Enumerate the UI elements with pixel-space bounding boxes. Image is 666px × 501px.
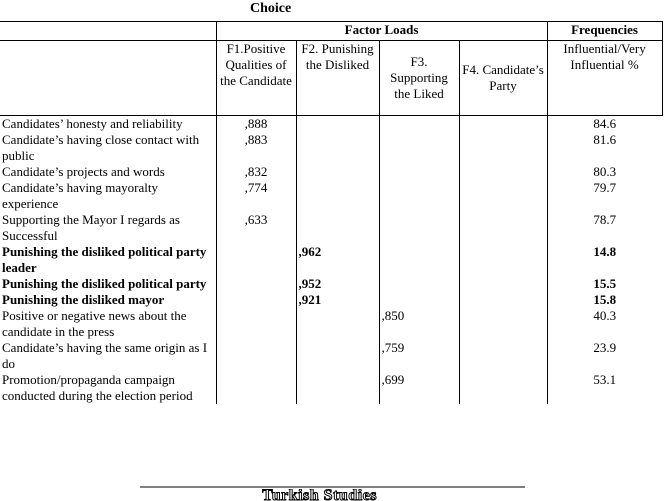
header-f4: F4. Candidate’s Party <box>459 41 547 116</box>
row-label: Candidate’s projects and words <box>0 164 216 180</box>
header-f2: F2. Punishing the Disliked <box>296 41 379 116</box>
row-f1-load <box>216 276 296 292</box>
row-f4-load <box>459 372 547 404</box>
row-f3-load <box>379 116 459 133</box>
table-row <box>0 212 662 244</box>
header-f3: F3. Supporting the Liked <box>379 41 459 116</box>
header-blank-sub <box>0 41 216 116</box>
row-f3-load: ,699 <box>379 372 459 404</box>
row-f1-load <box>216 340 296 372</box>
row-frequency: 84.6 <box>593 116 617 131</box>
footer-rule <box>140 486 525 488</box>
header-sub-row <box>0 41 662 116</box>
row-f2-load <box>296 164 379 180</box>
header-freq: Influential/Very Influential % <box>547 41 662 116</box>
table-row <box>0 244 662 276</box>
row-f3-load <box>379 276 459 292</box>
row-f4-load <box>459 292 547 308</box>
row-frequency: 15.5 <box>593 276 617 291</box>
row-f3-load: ,759 <box>379 340 459 372</box>
table-row <box>0 164 662 180</box>
row-f3-load: ,850 <box>379 308 459 340</box>
row-label: Punishing the disliked political party <box>0 276 216 292</box>
row-label: Supporting the Mayor I regards as Successful <box>0 212 216 244</box>
row-f4-load <box>459 340 547 372</box>
row-f3-load <box>379 164 459 180</box>
row-frequency: 78.7 <box>593 212 617 227</box>
row-frequency: 14.8 <box>593 244 617 259</box>
table-row <box>0 292 662 308</box>
row-label: Promotion/propaganda campaign conducted during the election period <box>0 372 216 404</box>
table-row <box>0 340 662 372</box>
header-f1: F1.Positive Qualities of the Candidate <box>216 41 296 116</box>
row-f2-load: ,921 <box>296 292 379 308</box>
row-f2-load <box>296 116 379 133</box>
row-frequency: 23.9 <box>593 340 617 355</box>
row-f2-load <box>296 340 379 372</box>
row-f3-load <box>379 292 459 308</box>
header-blank <box>0 22 216 41</box>
row-f1-load: ,883 <box>216 132 296 164</box>
row-f2-load: ,952 <box>296 276 379 292</box>
row-f1-load: ,888 <box>216 116 296 133</box>
row-f2-load: ,962 <box>296 244 379 276</box>
header-factor-loads: Factor Loads <box>216 22 547 41</box>
row-label: Candidate’s having close contact with public <box>0 132 216 164</box>
table-row <box>0 116 662 133</box>
row-frequency: 15.8 <box>593 292 617 307</box>
row-f3-load <box>379 244 459 276</box>
row-label: Candidate’s having the same origin as I do <box>0 340 216 372</box>
row-frequency: 40.3 <box>593 308 617 323</box>
journal-title: Turkish Studies <box>262 489 377 501</box>
row-frequency: 53.1 <box>593 372 617 387</box>
row-f3-load <box>379 132 459 164</box>
row-frequency: 80.3 <box>593 164 617 179</box>
row-f4-load <box>459 212 547 244</box>
row-f2-load <box>296 372 379 404</box>
row-f2-load <box>296 180 379 212</box>
table-row <box>0 308 662 340</box>
row-f2-load <box>296 308 379 340</box>
row-label: Candidate’s having mayoralty experience <box>0 180 216 212</box>
row-frequency: 79.7 <box>593 180 617 195</box>
table-caption: Choice <box>250 1 292 16</box>
row-f4-load <box>459 116 547 133</box>
row-label: Punishing the disliked mayor <box>0 292 216 308</box>
table-row <box>0 372 662 404</box>
row-f4-load <box>459 276 547 292</box>
row-f3-load <box>379 180 459 212</box>
row-frequency: 81.6 <box>593 132 617 147</box>
row-f1-load: ,832 <box>216 164 296 180</box>
row-f4-load <box>459 164 547 180</box>
row-f1-load: ,774 <box>216 180 296 212</box>
table-row <box>0 180 662 212</box>
row-label: Positive or negative news about the candidate in the press <box>0 308 216 340</box>
row-f1-load: ,633 <box>216 212 296 244</box>
table-row <box>0 132 662 164</box>
row-f1-load <box>216 244 296 276</box>
factor-table <box>0 21 663 404</box>
row-f1-load <box>216 292 296 308</box>
row-label: Punishing the disliked political party leader <box>0 244 216 276</box>
header-group-row <box>0 22 662 41</box>
row-f2-load <box>296 212 379 244</box>
row-f4-load <box>459 308 547 340</box>
row-f3-load <box>379 212 459 244</box>
header-frequencies: Frequencies <box>547 22 662 41</box>
table-row <box>0 276 662 292</box>
row-f1-load <box>216 372 296 404</box>
row-f4-load <box>459 132 547 164</box>
row-f2-load <box>296 132 379 164</box>
row-label: Candidates’ honesty and reliability <box>0 116 216 133</box>
row-f4-load <box>459 180 547 212</box>
row-f4-load <box>459 244 547 276</box>
row-f1-load <box>216 308 296 340</box>
